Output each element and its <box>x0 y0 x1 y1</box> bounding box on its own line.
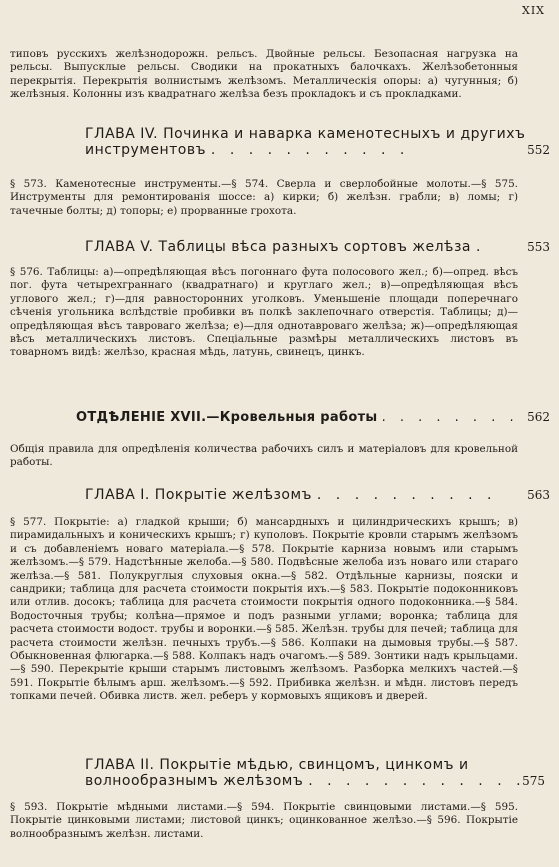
chapter-1-heading <box>85 487 550 503</box>
chapter-5-contents: § 576. Таблицы: а)—опредѣляющая вѣсъ погоннаго фута полосового жел.; б)—опред. вѣсъ пог. фута четырехграннаго (квадратнаго) и круглаго жел.; в)—опредѣляющая вѣсъ углового жел.; г)—для равносторонних уголковъ. Уменьшеніе площади поперечнаго сѣченія угольника вслѣдствіе пробивки въ полкѣ заклепочнаго отверстія. Таблицы; д)—опредѣляющая вѣсъ тавроваго желѣза; е)—для однотавроваго желѣза; ж)—опредѣляющая вѣсъ металлическихъ листовъ. Спеціальные размѣры металлическихъ листовъ въ товарномъ видѣ: желѣзо, красная мѣдь, латунь, свинецъ, цинкъ. <box>10 266 518 359</box>
department-17-title: ОТДѢЛЕНІЕ XVII.—Кровельныя работы <box>76 410 378 425</box>
chapter-4-leader-dots: . . . . . . . . . . . <box>210 142 410 158</box>
chapter-5-leader-dots: . <box>475 239 486 255</box>
chapter-4-page: 552 <box>527 143 550 157</box>
chapter-1-title: ГЛАВА I. Покрытіе желѣзомъ <box>85 487 312 503</box>
chapter-2-leader-dots: . . . . . . . . . . . . <box>308 773 526 789</box>
page-number: XIX <box>521 4 545 17</box>
department-17-leader-dots: . . . . . . . . <box>381 410 519 425</box>
chapter-4-title: ГЛАВА IV. Починка и наварка каменотесныхъ и другихъ инструментовъ <box>85 126 526 158</box>
intro-paragraph: типовъ русскихъ желѣзнодорожн. рельсъ. Двойные рельсы. Безопасная нагрузка на рельсы. Выпусклые рельсы. Сводики на прокатныхъ балочкахъ. Желѣзобетонныя перекрытія. Перекрытія волнистымъ желѣзомъ. Металлическія опоры: а) чугунныя; б) желѣзныя. Колонны изъ квадратнаго желѣза безъ прокладокъ и съ прокладками. <box>10 48 518 101</box>
department-17-page: 562 <box>527 410 550 424</box>
department-17-contents: Общія правила для опредѣленія количества рабочихъ силъ и матеріаловъ для кровельной работы. <box>10 443 518 469</box>
chapter-1-leader-dots: . . . . . . . . . . <box>316 487 497 503</box>
department-17-heading <box>76 410 550 425</box>
chapter-1-contents: § 577. Покрытіе: а) гладкой крыши; б) мансардныхъ и цилиндрическихъ крышъ; в) пирамидальныхъ и коническихъ крышъ; г) куполовъ. Покрытіе кровли старымъ желѣзомъ и съ добавленіемъ новаго матеріала.—§ 578. Покрытіе карниза новымъ или старымъ желѣзомъ.—§ 579. Надстѣнные желоба.—§ 580. Подвѣсные желоба изъ новаго или стараго желѣза.—§ 581. Полукруглыя слуховыя окна.—§ 582. Отдѣльные карнизы, пояски и сандрики; таблица для расчета стоимости покрытія ихъ.—§ 583. Покрытіе подоконниковъ или отлив. досокъ; таблица для расчета стоимости покрытія одного подоконника.—§ 584. Водосточныя трубы; колѣна—прямое и подъ разными углами; воронка; таблица для расчета стоимости водост. трубы и воронки.—§ 585. Желѣзн. трубы для печей; таблица для расчета стоимости желѣзн. печныхъ трубъ.—§ 586. Колпаки на дымовыя трубы.—§ 587. Обыкновенная флюгарка.—§ 588. Колпакъ надъ очагомъ.—§ 589. Зонтики надъ крыльцами.—§ 590. Перекрытіе крыши старымъ листовымъ желѣзомъ. Разборка мелкихъ частей.—§ 591. Покрытіе бѣлымъ арш. желѣзомъ.—§ 592. Прибивка желѣзн. и мѣдн. листовъ передъ топками печей. Обивка листв. жел. реберъ у кормовыхъ ящиковъ и дверей. <box>10 516 518 703</box>
chapter-5-page: 553 <box>527 240 550 254</box>
chapter-4-contents: § 573. Каменотесные инструменты.—§ 574. Сверла и сверлобойные молоты.—§ 575. Инструменты для ремонтированія шоссе: а) кирки; б) желѣзн. грабли; в) ломы; г) тачечные болты; д) топоры; е) прорванные грохота. <box>10 178 518 217</box>
chapter-5-title: ГЛАВА V. Таблицы вѣса разныхъ сортовъ желѣза <box>85 239 471 255</box>
chapter-1-page: 563 <box>527 488 550 502</box>
chapter-5-heading <box>85 239 550 255</box>
chapter-2-page: 575 <box>522 774 545 788</box>
chapter-4-heading <box>85 126 550 158</box>
chapter-2-heading <box>85 757 545 789</box>
chapter-2-contents: § 593. Покрытіе мѣдными листами.—§ 594. Покрытіе свинцовыми листами.—§ 595. Покрытіе цинковыми листами; листовой цинкъ; оцинкованное желѣзо.—§ 596. Покрытіе волнообразнымъ желѣзн. листами. <box>10 801 518 840</box>
chapter-2-title: ГЛАВА II. Покрытіе мѣдью, свинцомъ, цинкомъ и волнообразнымъ желѣзомъ <box>85 757 469 789</box>
